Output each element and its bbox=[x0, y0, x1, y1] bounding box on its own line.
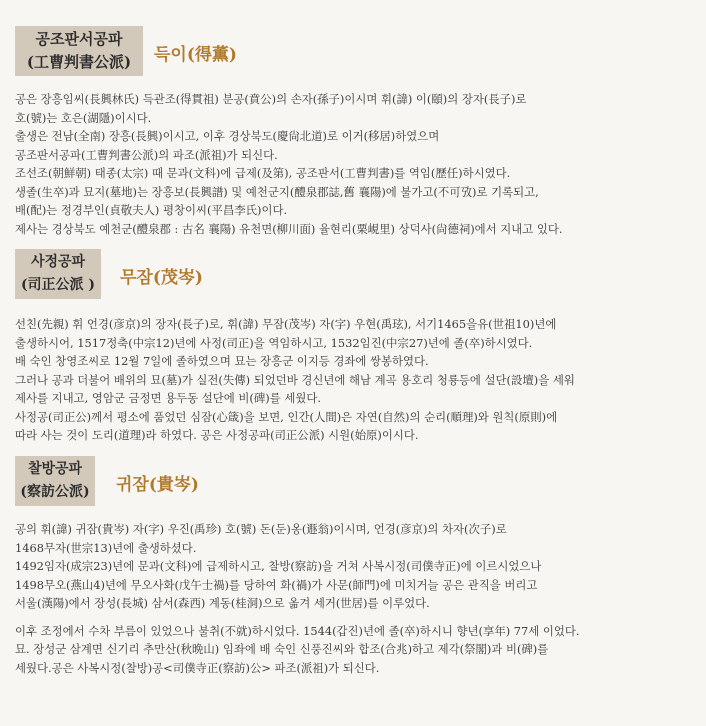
branch-label-box bbox=[15, 456, 95, 506]
section-sajeong bbox=[0, 249, 706, 442]
section-header bbox=[0, 249, 706, 305]
body-line: 배(配)는 정경부인(貞敬夫人) 평창이씨(平昌李氏)이다. bbox=[15, 203, 288, 217]
paragraph-gap bbox=[15, 613, 695, 622]
body-line: 출생하시어, 1517정축(中宗12)년에 사정(司正)을 역임하시고, 1532임진(中宗27)년에 졸(卒)하시였다. bbox=[15, 335, 533, 350]
branch-label-hanja: (察訪公派) bbox=[20, 484, 90, 500]
body-line: 1492임자(成宗23)년에 문과(文科)에 급제하시고, 찰방(察訪)을 거쳐 사복시정(司僕寺正)에 이르시었으나 bbox=[15, 559, 542, 573]
branch-label-korean: 공조판서공파 bbox=[35, 30, 123, 48]
branch-label-hanja: (工曹判書公派) bbox=[26, 53, 132, 71]
branch-label-hanja: (司正公派 ) bbox=[20, 277, 96, 293]
branch-label-box bbox=[15, 26, 143, 76]
branch-label-korean: 찰방공파 bbox=[27, 461, 83, 477]
ancestor-name: 무잠(茂岑) bbox=[120, 268, 203, 288]
body-line: 배 숙인 창영조씨로 12월 7일에 졸하였으며 묘는 장흥군 이지등 경좌에 쌍봉하였다. bbox=[15, 354, 429, 368]
body-line: 서울(漢陽)에서 장성(長城) 삼서(森西) 계동(桂洞)으로 옮겨 세거(世居)를 이루었다. bbox=[15, 596, 430, 610]
body-line: 호(號)는 호은(湖隱)이시다. bbox=[15, 110, 152, 125]
section-header bbox=[0, 26, 706, 82]
body-line: 조선조(朝鮮朝) 태종(太宗) 때 문과(文科)에 급제(及第), 공조판서(工曹判書)를 역임(歷任)하시였다. bbox=[15, 166, 511, 180]
body-line: 1498무오(燕山4)년에 무오사화(戊午士禍)를 당하여 화(禍)가 사문(師門)에 미치거늘 공은 관직을 버리고 bbox=[15, 577, 538, 592]
body-line: 사정공(司正公)께서 평소에 품었던 심잠(心箴)을 보면, 인간(人間)은 자연(自然)의 순리(順理)와 원칙(原則)에 bbox=[15, 409, 558, 424]
body-line: 제사를 지내고, 영암군 금정면 용두동 설단에 비(碑)를 세웠다. bbox=[15, 391, 321, 405]
body-line: 묘. 장성군 삼계면 신기리 추만산(秋晩山) 임좌에 배 숙인 신풍진씨와 합조(合兆)하고 제각(祭閣)과 비(碑)를 bbox=[15, 642, 549, 656]
body-line: 제사는 경상북도 예천군(醴泉郡 : 古名 襄陽) 유천면(柳川面) 율현리(栗峴里) 상덕사(尙德祠)에서 지내고 있다. bbox=[15, 221, 563, 236]
body-line: 그러나 공과 더불어 배위의 묘(墓)가 실전(失傳) 되었던바 경신년에 해남 계곡 용호리 청룡등에 설단(設壇)을 세워 bbox=[15, 372, 575, 387]
body-line: 세웠다.공은 사복시정(찰방)공<司僕寺正(察訪)公> 파조(派祖)가 되신다. bbox=[15, 660, 380, 675]
body-line: 1468무자(世宗13)년에 출생하셨다. bbox=[15, 540, 197, 555]
body-line: 따라 사는 것이 도리(道理)라 하였다. 공은 사정공파(司正公派) 시원(始原)이시다. bbox=[15, 428, 419, 442]
ancestor-name: 귀잠(貴岑) bbox=[116, 475, 199, 495]
section-chalbang bbox=[0, 456, 706, 675]
section-body bbox=[15, 315, 695, 445]
body-line: 선친(先親) 휘 언경(彦京)의 장자(長子)로, 휘(諱) 무잠(茂岑) 자(字) 우현(禹玹), 서기1465을유(世祖10)년에 bbox=[15, 317, 557, 331]
body-line: 생졸(生卒)과 묘지(墓地)는 장흥보(長興譜) 및 예천군지(醴泉郡誌,舊 襄陽)에 불가고(不可攷)로 기록되고, bbox=[15, 184, 539, 199]
section-body bbox=[15, 90, 695, 238]
body-line: 출생은 전남(全南) 장흥(長興)이시고, 이후 경상북도(慶尙北道)로 이거(移居)하였으며 bbox=[15, 129, 440, 143]
ancestor-name: 득이(得薫) bbox=[154, 45, 237, 65]
body-line: 이후 조정에서 수차 부름이 있었으나 불취(不就)하시었다. 1544(갑진)년에 졸(卒)하시니 향년(享年) 77세 이었다. bbox=[15, 623, 580, 638]
body-line: 공의 휘(諱) 귀잠(貴岑) 자(字) 우진(禹珍) 호(號) 돈(둔)옹(遯翁)이시며, 언경(彦京)의 차자(次子)로 bbox=[15, 522, 507, 536]
body-line: 공은 장흥임씨(長興林氏) 득관조(得貫祖) 분공(賁公)의 손자(孫子)이시며 휘(諱) 이(頤)의 장자(長子)로 bbox=[15, 92, 527, 106]
body-line: 공조판서공파(工曹判書公派)의 파조(派祖)가 되신다. bbox=[15, 147, 278, 162]
branch-label-box bbox=[15, 249, 101, 299]
section-body bbox=[15, 520, 695, 677]
section-gongjo bbox=[0, 26, 706, 236]
section-header bbox=[0, 456, 706, 512]
branch-label-korean: 사정공파 bbox=[30, 254, 86, 270]
